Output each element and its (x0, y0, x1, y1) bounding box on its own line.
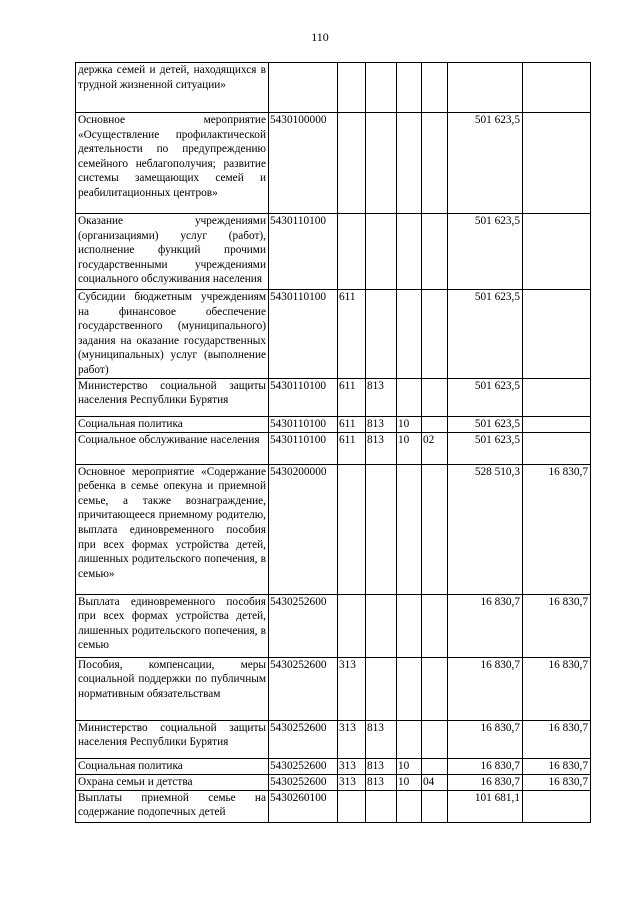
row-name-cell: Социальная политика (76, 758, 269, 774)
amount-total-cell: 501 623,5 (448, 416, 523, 432)
target-article-cell: 5430260100 (269, 790, 338, 822)
section-cell: 10 (397, 432, 422, 464)
target-article-cell: 5430252600 (269, 594, 338, 657)
target-article-cell: 5430110100 (269, 214, 338, 290)
amount-total-cell: 528 510,3 (448, 464, 523, 594)
target-article-cell: 5430110100 (269, 432, 338, 464)
row-name-cell: Охрана семьи и детства (76, 774, 269, 790)
subsection-cell (422, 63, 448, 113)
target-article-cell: 5430110100 (269, 290, 338, 379)
table-row (76, 594, 591, 657)
section-cell (397, 113, 422, 214)
target-article-cell: 5430252600 (269, 720, 338, 758)
table-row (76, 432, 591, 464)
target-article-cell: 5430100000 (269, 113, 338, 214)
admin-code-cell (366, 214, 397, 290)
subsection-cell (422, 378, 448, 416)
amount-total-cell: 16 830,7 (448, 720, 523, 758)
amount-federal-cell: 16 830,7 (523, 720, 591, 758)
target-article-cell: 5430110100 (269, 378, 338, 416)
table-row (76, 758, 591, 774)
amount-federal-cell (523, 416, 591, 432)
budget-table (75, 62, 591, 823)
target-article-cell: 5430252600 (269, 774, 338, 790)
expense-type-cell (338, 214, 366, 290)
expense-type-cell (338, 464, 366, 594)
section-cell: 10 (397, 416, 422, 432)
subsection-cell (422, 113, 448, 214)
subsection-cell (422, 720, 448, 758)
subsection-cell: 02 (422, 432, 448, 464)
amount-total-cell: 16 830,7 (448, 758, 523, 774)
amount-federal-cell (523, 790, 591, 822)
admin-code-cell (366, 63, 397, 113)
table-row (76, 774, 591, 790)
expense-type-cell (338, 113, 366, 214)
section-cell (397, 378, 422, 416)
section-cell (397, 214, 422, 290)
section-cell (397, 63, 422, 113)
expense-type-cell: 611 (338, 416, 366, 432)
amount-federal-cell (523, 214, 591, 290)
expense-type-cell: 611 (338, 290, 366, 379)
expense-type-cell: 611 (338, 432, 366, 464)
row-name-cell: Основное мероприятие «Осуществление профилактической деятельности по предупреждению семейного неблагополучия; развитие системы замещающих семей и реабилитационных центров» (76, 113, 269, 214)
table-row (76, 378, 591, 416)
amount-total-cell (448, 63, 523, 113)
row-name-cell: держка семей и детей, находящихся в трудной жизненной ситуации» (76, 63, 269, 113)
table-row (76, 790, 591, 822)
row-name-cell: Оказание учреждениями (организациями) услуг (работ), исполнение функций прочими государственными учреждениями социального обслуживания населения (76, 214, 269, 290)
section-cell (397, 657, 422, 720)
table-body (76, 63, 591, 823)
amount-federal-cell: 16 830,7 (523, 758, 591, 774)
admin-code-cell (366, 113, 397, 214)
table-row (76, 720, 591, 758)
amount-federal-cell (523, 63, 591, 113)
subsection-cell: 04 (422, 774, 448, 790)
table-row (76, 657, 591, 720)
row-name-cell: Основное мероприятие «Содержание ребенка в семье опекуна и приемной семье, а также вознаграждение, причитающееся приемному родителю, выплата единовременного пособия при всех формах устройства детей, лишенных родительского попечения, в семью» (76, 464, 269, 594)
target-article-cell: 5430252600 (269, 758, 338, 774)
expense-type-cell: 313 (338, 774, 366, 790)
row-name-cell: Социальная политика (76, 416, 269, 432)
row-name-cell: Министерство социальной защиты населения Республики Бурятия (76, 378, 269, 416)
admin-code-cell: 813 (366, 432, 397, 464)
subsection-cell (422, 290, 448, 379)
amount-total-cell: 501 623,5 (448, 290, 523, 379)
admin-code-cell (366, 790, 397, 822)
amount-federal-cell: 16 830,7 (523, 657, 591, 720)
admin-code-cell: 813 (366, 758, 397, 774)
amount-total-cell: 16 830,7 (448, 657, 523, 720)
section-cell (397, 464, 422, 594)
subsection-cell (422, 214, 448, 290)
amount-total-cell: 16 830,7 (448, 774, 523, 790)
page-number: 110 (311, 30, 329, 44)
row-name-cell: Выплата единовременного пособия при всех формах устройства детей, лишенных родительского попечения, в семью (76, 594, 269, 657)
subsection-cell (422, 790, 448, 822)
subsection-cell (422, 758, 448, 774)
admin-code-cell: 813 (366, 378, 397, 416)
row-name-cell: Выплаты приемной семье на содержание подопечных детей (76, 790, 269, 822)
amount-total-cell: 501 623,5 (448, 214, 523, 290)
expense-type-cell (338, 63, 366, 113)
admin-code-cell (366, 594, 397, 657)
admin-code-cell (366, 290, 397, 379)
admin-code-cell: 813 (366, 416, 397, 432)
expense-type-cell (338, 594, 366, 657)
amount-federal-cell: 16 830,7 (523, 464, 591, 594)
section-cell: 10 (397, 774, 422, 790)
amount-federal-cell: 16 830,7 (523, 774, 591, 790)
section-cell (397, 594, 422, 657)
subsection-cell (422, 594, 448, 657)
amount-total-cell: 16 830,7 (448, 594, 523, 657)
target-article-cell (269, 63, 338, 113)
expense-type-cell: 313 (338, 758, 366, 774)
expense-type-cell: 313 (338, 657, 366, 720)
amount-total-cell: 501 623,5 (448, 378, 523, 416)
admin-code-cell (366, 657, 397, 720)
amount-federal-cell (523, 290, 591, 379)
amount-federal-cell: 16 830,7 (523, 594, 591, 657)
section-cell (397, 290, 422, 379)
admin-code-cell: 813 (366, 720, 397, 758)
target-article-cell: 5430200000 (269, 464, 338, 594)
section-cell: 10 (397, 758, 422, 774)
subsection-cell (422, 416, 448, 432)
table-row (76, 416, 591, 432)
table-row (76, 113, 591, 214)
amount-federal-cell (523, 378, 591, 416)
amount-federal-cell (523, 432, 591, 464)
table-row (76, 63, 591, 113)
admin-code-cell: 813 (366, 774, 397, 790)
target-article-cell: 5430110100 (269, 416, 338, 432)
expense-type-cell: 611 (338, 378, 366, 416)
table-row (76, 214, 591, 290)
admin-code-cell (366, 464, 397, 594)
table-row (76, 290, 591, 379)
target-article-cell: 5430252600 (269, 657, 338, 720)
expense-type-cell: 313 (338, 720, 366, 758)
expense-type-cell (338, 790, 366, 822)
section-cell (397, 720, 422, 758)
row-name-cell: Пособия, компенсации, меры социальной поддержки по публичным нормативным обязательствам (76, 657, 269, 720)
amount-total-cell: 101 681,1 (448, 790, 523, 822)
row-name-cell: Социальное обслуживание населения (76, 432, 269, 464)
amount-federal-cell (523, 113, 591, 214)
subsection-cell (422, 657, 448, 720)
row-name-cell: Министерство социальной защиты населения Республики Бурятия (76, 720, 269, 758)
subsection-cell (422, 464, 448, 594)
amount-total-cell: 501 623,5 (448, 432, 523, 464)
section-cell (397, 790, 422, 822)
amount-total-cell: 501 623,5 (448, 113, 523, 214)
table-row (76, 464, 591, 594)
row-name-cell: Субсидии бюджетным учреждениям на финансовое обеспечение государственного (муниципального) задания на оказание государственных (муниципальных) услуг (выполнение работ) (76, 290, 269, 379)
